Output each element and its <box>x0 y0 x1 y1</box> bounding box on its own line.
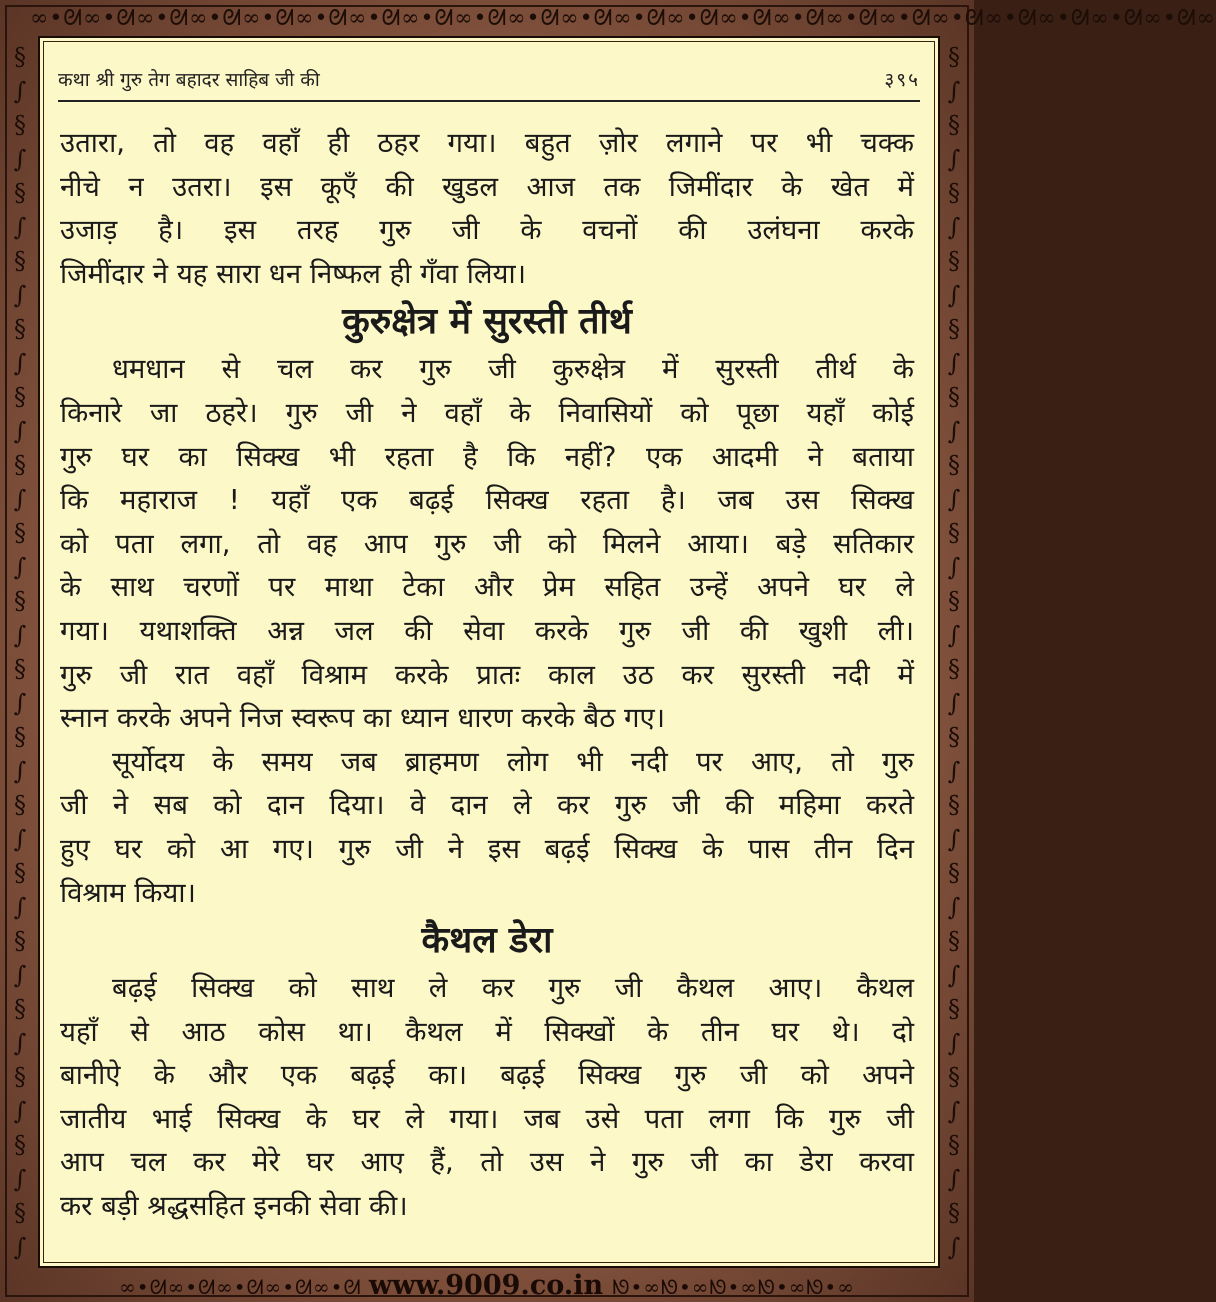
website-link[interactable]: www.9009.co.in <box>368 1270 604 1301</box>
text-line: बानीऐ के और एक बढ़ई का। बढ़ई सिक्ख गुरु जी को अपने <box>60 1059 914 1092</box>
footer-strip <box>0 1272 974 1300</box>
text-line: गुरु जी रात वहाँ विश्राम करके प्रातः काल उठ कर सुरस्ती नदी में <box>60 658 914 691</box>
left-border-ornament: § ∫ § ∫ § ∫ § ∫ § ∫ § ∫ § ∫ § ∫ § ∫ § ∫ § ∫ § ∫ § ∫ § ∫ § ∫ § ∫ § ∫ § ∫ <box>13 43 27 1261</box>
text-line: के साथ चरणों पर माथा टेका और प्रेम सहित उन्हें अपने घर ले <box>60 571 914 604</box>
text-line: यहाँ से आठ कोस था। कैथल में सिक्खों के तीन घर थे। दो <box>60 1015 914 1048</box>
footer-ornament-left: ∞•ᘛ∞•ᘛ∞•ᘛ∞•ᘛ∞•ᘛ <box>119 1275 369 1299</box>
text-line: जातीय भाई सिक्ख के घर ले गया। जब उसे पता लगा कि गुरु जी <box>60 1102 914 1135</box>
book-page <box>38 36 940 1268</box>
page-number: ३९५ <box>884 69 920 91</box>
text-line: आप चल कर मेरे घर आए हैं, तो उस ने गुरु जी का डेरा करवा <box>60 1146 914 1179</box>
text-line: जी ने सब को दान दिया। वे दान ले कर गुरु जी की महिमा करते <box>60 789 914 822</box>
paragraph-3 <box>60 741 914 915</box>
text-line: गुरु घर का सिक्ख भी रहता है कि नहीं? एक आदमी ने बताया <box>60 440 914 473</box>
text-line: बढ़ई सिक्ख को साथ ले कर गुरु जी कैथल आए। कैथल <box>112 972 914 1005</box>
text-line: को पता लगा, तो वह आप गुरु जी को मिलने आया। बड़े सतिकार <box>60 527 914 560</box>
page-header <box>58 66 920 94</box>
text-line: हुए घर को आ गए। गुरु जी ने इस बढ़ई सिक्ख के पास तीन दिन <box>60 832 914 865</box>
footer-ornament-right: ᘚ•∞ᘚ•∞ᘚ•∞ᘚ•∞ᘚ•∞ <box>612 1275 855 1299</box>
running-title: कथा श्री गुरु तेग बहादर साहिब जी की <box>58 69 320 91</box>
paragraph-2 <box>60 348 914 740</box>
text-line: स्नान करके अपने निज स्वरूप का ध्यान धारण करके बैठ गए। <box>60 702 666 735</box>
right-border-ornament: § ∫ § ∫ § ∫ § ∫ § ∫ § ∫ § ∫ § ∫ § ∫ § ∫ § ∫ § ∫ § ∫ § ∫ § ∫ § ∫ § ∫ § ∫ <box>947 43 961 1261</box>
text-line: कर बड़ी श्रद्धसहित इनकी सेवा की। <box>60 1190 408 1223</box>
text-line: कि महाराज ! यहाँ एक बढ़ई सिक्ख रहता है। जब उस सिक्ख <box>60 484 914 517</box>
text-line: जिमींदार ने यह सारा धन निष्फल ही गँवा लिया। <box>60 257 527 290</box>
text-line: उजाड़ है। इस तरह गुरु जी के वचनों की उलंघना करके <box>60 214 914 247</box>
text-line: उतारा, तो वह वहाँ ही ठहर गया। बहुत ज़ोर लगाने पर भी चक्क <box>60 127 914 159</box>
text-line: गया। यथाशक्ति अन्न जल की सेवा करके गुरु जी की खुशी ली। <box>60 614 914 647</box>
header-rule <box>58 100 920 102</box>
text-line: किनारे जा ठहरे। गुरु जी ने वहाँ के निवासियों को पूछा यहाँ कोई <box>60 396 914 429</box>
paragraph-4 <box>60 967 914 1229</box>
text-line: नीचे न उतरा। इस कूएँ की खुडल आज तक जिमींदार के खेत में <box>60 170 914 203</box>
section-heading-kurukshetra: कुरुक्षेत्र में सुरस्ती तीर्थ <box>342 301 632 343</box>
section-heading-kaithal: कैथल डेरा <box>421 920 553 962</box>
paragraph-1 <box>60 122 914 296</box>
text-line: सूर्योदय के समय जब ब्राहमण लोग भी नदी पर आए, तो गुरु <box>112 745 914 778</box>
page-body <box>60 122 914 1229</box>
text-line: धमधान से चल कर गुरु जी कुरुक्षेत्र में सुरस्ती तीर्थ के <box>112 353 914 386</box>
text-line: विश्राम किया। <box>60 876 196 909</box>
top-border-ornament: ∞•ᘛ∞•ᘛ∞•ᘛ∞•ᘛ∞•ᘛ∞•ᘛ∞•ᘛ∞•ᘛ∞•ᘛ∞•ᘛ∞•ᘛ∞•ᘛ∞•ᘛ∞•ᘛ∞•ᘛ∞•ᘛ∞•ᘛ∞•ᘛ∞•ᘛ∞•ᘛ∞•ᘛ∞•ᘛ∞ <box>30 6 1216 31</box>
